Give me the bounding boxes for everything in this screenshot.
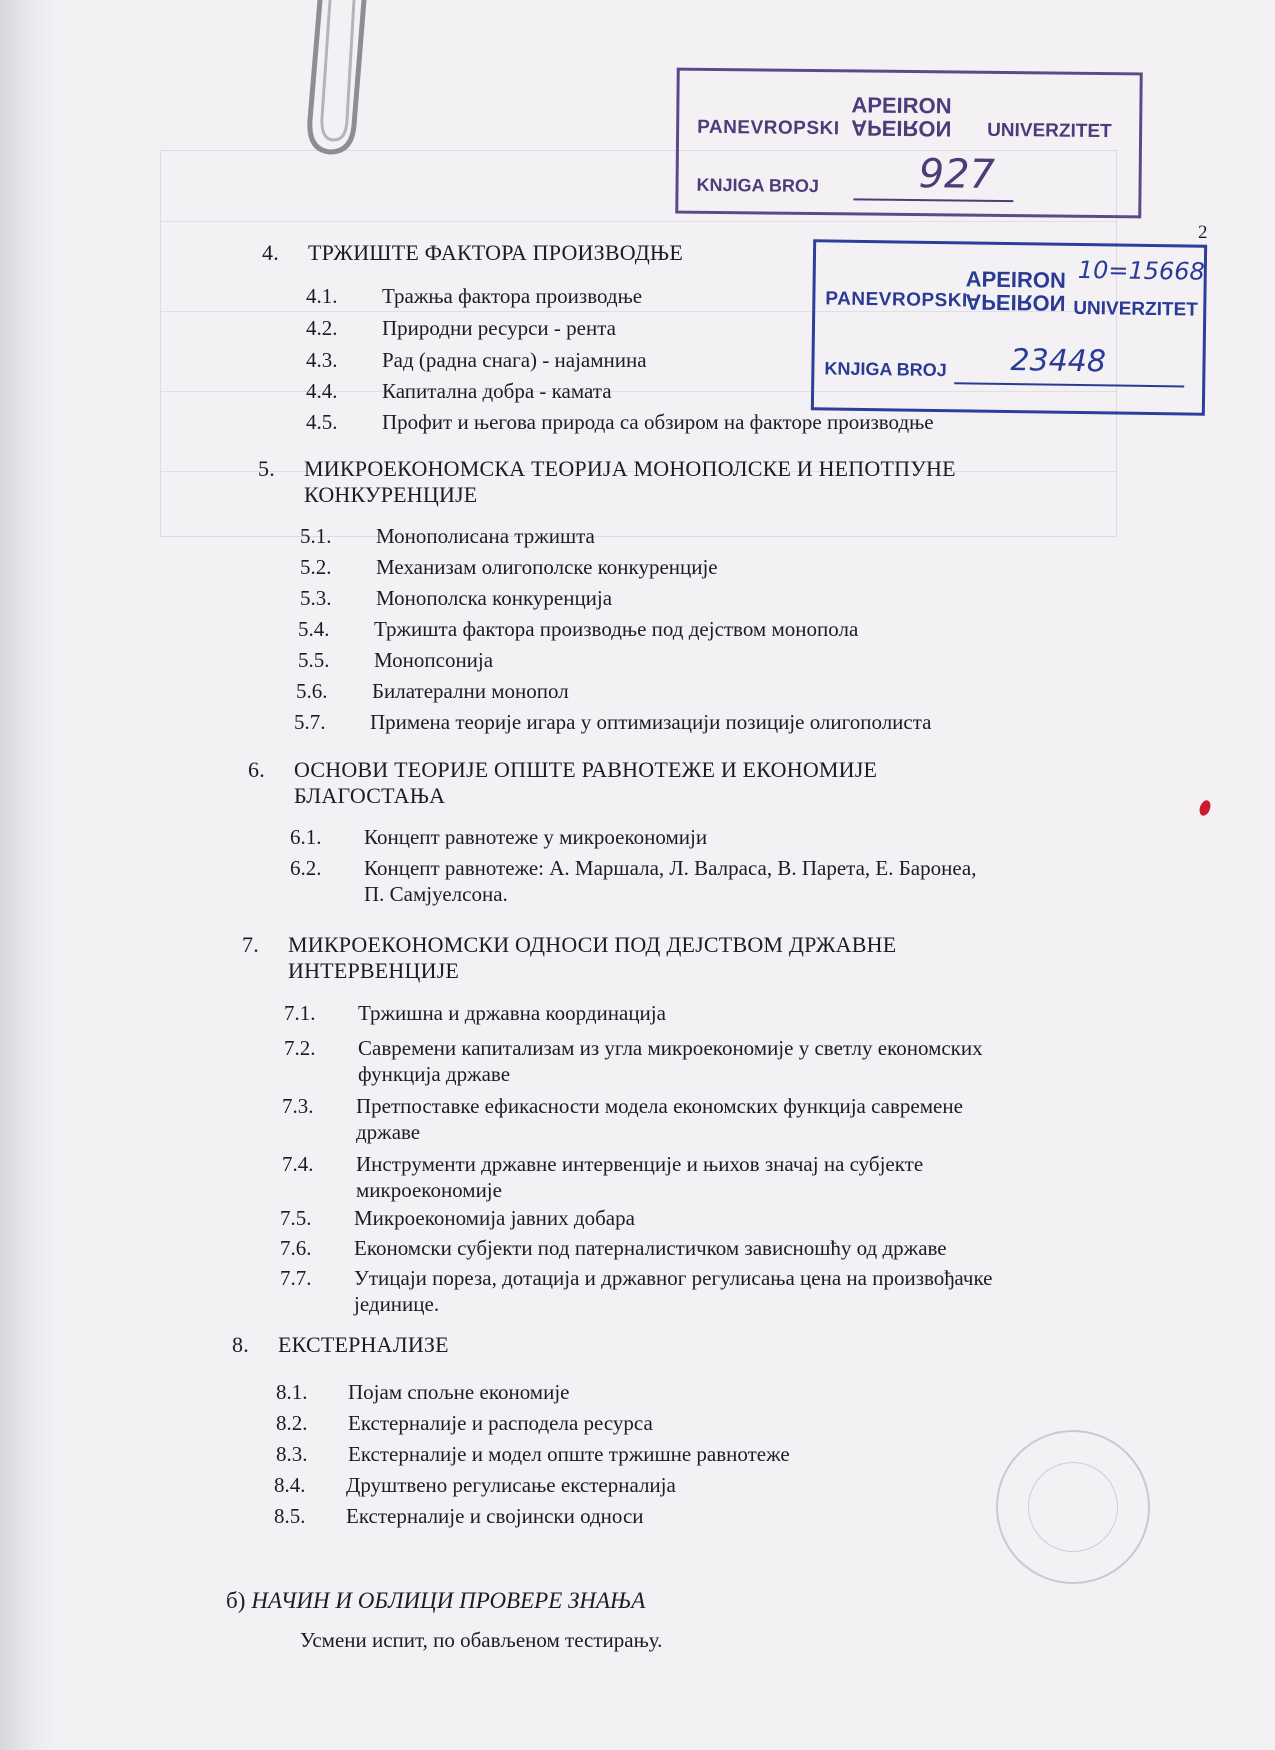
item-number: 5.5. xyxy=(298,648,330,672)
item-number: 5.6. xyxy=(296,679,328,703)
item-title: Екстерналије и расподела ресурса xyxy=(348,1411,653,1435)
section-number: 7. xyxy=(242,932,259,957)
section-b-label: б) xyxy=(226,1588,246,1613)
section-title: МИКРОЕКОНОМСКА ТЕОРИЈА МОНОПОЛСКЕ И НЕПОТПУНЕ xyxy=(304,456,956,481)
item-title-cont: микроекономије xyxy=(356,1178,502,1202)
stamp-left-text: PANEVROPSKI xyxy=(825,288,968,312)
section-b-text: Усмени испит, по обављеном тестирању. xyxy=(300,1628,663,1652)
stamp-mid-upright: APEIRON xyxy=(965,266,1067,293)
stamp-mid-text xyxy=(851,92,952,142)
section-title-cont: КОНКУРЕНЦИЈЕ xyxy=(304,482,478,507)
section-title: ОСНОВИ ТЕОРИЈЕ ОПШТЕ РАВНОТЕЖЕ И ЕКОНОМИЈЕ xyxy=(294,757,878,782)
item-number: 7.2. xyxy=(284,1036,316,1060)
stamp-mid-upright: APEIRON xyxy=(851,92,952,119)
item-title: Савремени капитализам из угла микроекономије у светлу економских xyxy=(358,1036,983,1060)
section-title: ТРЖИШТЕ ФАКТОРА ПРОИЗВОДЊЕ xyxy=(308,240,683,265)
section-number: 6. xyxy=(248,757,265,782)
library-stamp-second xyxy=(811,239,1207,415)
item-number: 8.4. xyxy=(274,1473,306,1497)
item-title: Утицаји пореза, дотација и државног регулисања цена на произвођачке xyxy=(354,1266,993,1290)
item-title: Друштвено регулисање екстерналија xyxy=(346,1473,676,1497)
section-title-cont: БЛАГОСТАЊА xyxy=(294,783,446,808)
stamp-mid-mirrored: APEIRON xyxy=(965,289,1066,316)
page-edge-shadow xyxy=(0,0,55,1750)
item-number: 7.5. xyxy=(280,1206,312,1230)
item-title: Природни ресурси - рента xyxy=(382,316,616,340)
stamp-left-text: PANEVROPSKI xyxy=(697,116,840,140)
library-stamp-top xyxy=(675,68,1143,219)
stamp-book-number: 23448 xyxy=(1010,343,1107,380)
item-number: 4.2. xyxy=(306,316,338,340)
item-number: 4.1. xyxy=(306,284,338,308)
item-number: 8.5. xyxy=(274,1504,306,1528)
stamp-mid-text xyxy=(965,266,1067,316)
item-title: Екстерналије и модел опште тржишне равнотеже xyxy=(348,1442,790,1466)
item-title: Монополисана тржишта xyxy=(376,524,595,548)
stamp-underline xyxy=(954,382,1184,387)
item-title: Екстерналије и својински односи xyxy=(346,1504,644,1528)
item-title: Билатерални монопол xyxy=(372,679,569,703)
stamp-underline xyxy=(853,198,1013,202)
stamp-mid-mirrored: APEIRON xyxy=(851,115,952,142)
item-number: 7.1. xyxy=(284,1001,316,1025)
item-title: Концепт равнотеже у микроекономији xyxy=(364,825,708,849)
item-title: Монополска конкуренција xyxy=(376,586,613,610)
item-title-cont: П. Самјуелсона. xyxy=(364,882,508,906)
faded-round-seal xyxy=(996,1430,1150,1584)
item-title: Примена теорије игара у оптимизацији позиције олигополиста xyxy=(370,710,932,734)
item-title: Микроекономија јавних добара xyxy=(354,1206,635,1230)
item-number: 5.4. xyxy=(298,617,330,641)
section-title-cont: ИНТЕРВЕНЦИЈЕ xyxy=(288,958,460,983)
item-title-cont: функција државе xyxy=(358,1062,511,1086)
section-title: ЕКСТЕРНАЛИЗЕ xyxy=(278,1332,449,1357)
item-title: Концепт равнотеже: А. Маршала, Л. Валраса, В. Парета, Е. Баронеа, xyxy=(364,856,977,880)
item-number: 7.4. xyxy=(282,1152,314,1176)
item-title: Рад (радна снага) - најамнина xyxy=(382,348,647,372)
item-number: 5.2. xyxy=(300,555,332,579)
item-title-cont: државе xyxy=(356,1120,421,1144)
item-number: 4.5. xyxy=(306,410,338,434)
item-title: Појам спољне економије xyxy=(348,1380,570,1404)
stamp-id-note: 10=15668 xyxy=(1077,255,1205,286)
item-title: Профит и његова природа са обзиром на факторе производње xyxy=(382,410,934,434)
item-number: 8.2. xyxy=(276,1411,308,1435)
item-title: Монопсонија xyxy=(374,648,494,672)
section-number: 5. xyxy=(258,456,275,481)
item-title: Економски субјекти под патерналистичком зависношћу од државе xyxy=(354,1236,947,1260)
red-ink-mark xyxy=(1198,799,1213,817)
item-number: 7.6. xyxy=(280,1236,312,1260)
section-b-title: НАЧИН И ОБЛИЦИ ПРОВЕРЕ ЗНАЊА xyxy=(251,1588,646,1613)
item-number: 7.7. xyxy=(280,1266,312,1290)
item-number: 5.1. xyxy=(300,524,332,548)
item-title: Тражња фактора производње xyxy=(382,284,643,308)
section-b-heading xyxy=(226,1588,645,1614)
stamp-book-label: KNJIGA BROJ xyxy=(696,174,820,197)
item-number: 4.3. xyxy=(306,348,338,372)
stamp-book-number: 927 xyxy=(918,151,996,198)
paperclip-icon xyxy=(290,0,390,170)
item-title: Тржишта фактора производње под дејством монопола xyxy=(374,617,859,641)
item-number: 5.3. xyxy=(300,586,332,610)
page-number: 2 xyxy=(1198,222,1208,243)
item-number: 6.1. xyxy=(290,825,322,849)
section-title: МИКРОЕКОНОМСКИ ОДНОСИ ПОД ДЕЈСТВОМ ДРЖАВНЕ xyxy=(288,932,897,957)
seal-inner-ring xyxy=(1028,1462,1118,1552)
item-title: Капитална добра - камата xyxy=(382,379,612,403)
item-number: 8.1. xyxy=(276,1380,308,1404)
stamp-right-text: UNIVERZITET xyxy=(987,119,1112,143)
item-title: Механизам олигополске конкуренције xyxy=(376,555,718,579)
item-number: 6.2. xyxy=(290,856,322,880)
stamp-book-label: KNJIGA BROJ xyxy=(824,358,947,381)
item-title-cont: јединице. xyxy=(354,1292,440,1316)
item-number: 4.4. xyxy=(306,379,338,403)
section-number: 8. xyxy=(232,1332,249,1357)
item-title: Претпоставке ефикасности модела економских функција савремене xyxy=(356,1094,963,1118)
item-number: 5.7. xyxy=(294,710,326,734)
item-title: Тржишна и државна координација xyxy=(358,1001,666,1025)
item-title: Инструменти државне интервенције и њихов значај на субјекте xyxy=(356,1152,924,1176)
item-number: 8.3. xyxy=(276,1442,308,1466)
item-number: 7.3. xyxy=(282,1094,314,1118)
section-number: 4. xyxy=(262,240,279,265)
stamp-right-text: UNIVERZITET xyxy=(1073,297,1198,321)
